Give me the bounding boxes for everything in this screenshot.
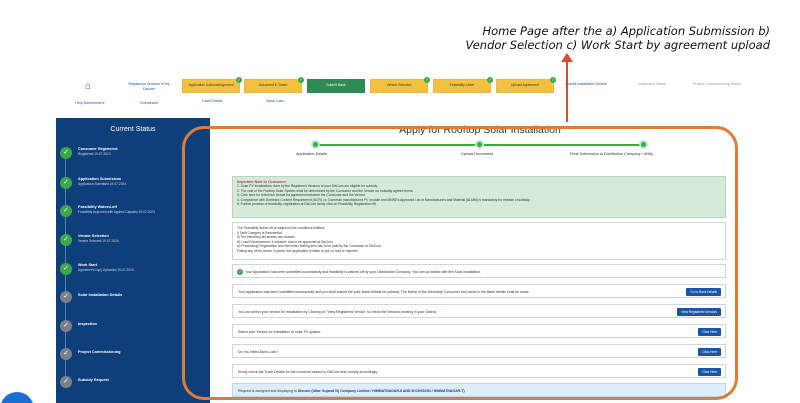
status-date: Registered 19-07-2024 (78, 152, 111, 156)
check-icon: ✓ (237, 77, 241, 82)
status-label: Consumer Registered (78, 147, 118, 151)
track-details-button[interactable]: Click Here (698, 368, 721, 376)
wizard-step-application-details[interactable]: Application Details (296, 152, 328, 156)
status-label: Application Submission (78, 177, 122, 181)
assigned-prefix: Request is assigned and displaying to (238, 389, 297, 393)
step-label: Document E-Token (258, 82, 288, 87)
status-label: Vendor Selection (78, 234, 109, 238)
status-date: Feasibility Approved with Applied Capacity 19-07-2024 (78, 210, 155, 214)
check-icon: ✓ (60, 320, 72, 332)
card-text: Do You Need Bank Loan? (238, 350, 279, 354)
step-label: Vendor Selected (386, 82, 412, 87)
info-line: ii) The electricity bill arrears are cleared. (237, 235, 296, 240)
bank-loan-button[interactable]: Click Here (698, 348, 721, 356)
status-label: Feasibility Waived-off (78, 205, 117, 209)
check-icon: ✓ (60, 205, 72, 217)
step-label: Submit Bank (326, 82, 346, 87)
check-circle-icon: ✓ (238, 269, 242, 274)
step-submit-bank[interactable] (307, 79, 365, 93)
nav-registered-vendors[interactable]: Registered Vendors of My Discom (128, 82, 170, 91)
step-label: Upload Agreement (510, 82, 540, 87)
annotation-highlight-box (182, 126, 738, 400)
annotation-line-2: Vendor Selection c) Work Start by agreement upload (465, 38, 770, 52)
status-date: Application Submitted 19-07-2024 (78, 182, 127, 186)
assigned-discom: Discom (Uttar Gujarat Vij Company Limited / HIMMATNAGAR-II AND M DIVISION / HIMMATNAGAR-T) (297, 389, 465, 393)
status-label: Inspection (78, 322, 97, 326)
sidebar-title: Current Status (110, 126, 156, 133)
note-line[interactable]: 5. Further process of feasibility, registration at DisCom kindly click on Feasibility Registration Kit (237, 202, 377, 206)
status-label: Solar Installation Details (78, 293, 123, 297)
nav-grievances[interactable]: Grievances (139, 101, 159, 105)
annotation-line-1: Home Page after the a) Application Submission b) (482, 24, 770, 38)
check-icon: ✓ (60, 147, 72, 159)
success-text: Your Application has been submitted successfully and feasibility is waived off by your Distribution Company. You can go ahead with the Solar installation. (245, 270, 481, 274)
check-icon: ✓ (60, 376, 72, 388)
check-icon: ✓ (60, 234, 72, 246)
select-vendor-button[interactable]: Click Here (698, 328, 721, 336)
info-line: The Feasibility Waive-off is subject to the conditions fulfilled: (237, 226, 325, 230)
check-icon: ✓ (60, 263, 72, 275)
top-navigation (56, 74, 746, 110)
nav-track-details[interactable]: Track Details (201, 99, 223, 103)
step-feasibility-letter[interactable] (433, 79, 491, 93)
info-line: i) Tariff Category is Residential. (237, 230, 283, 235)
step-label: Feasibility Letter (449, 82, 475, 87)
info-line: Failing any of the above 4 points, this application is liable to put on hold or rejected. (237, 248, 359, 253)
status-date: Agreement Copy Uploaded 19-07-2024 (78, 268, 134, 272)
annotation-caption (450, 24, 770, 52)
check-icon: ✓ (60, 348, 72, 360)
step-vendor-selected[interactable] (370, 79, 428, 93)
card-text: Kindly check the Track Details for the comment raised by DisCom and comply accordingly. (238, 370, 378, 374)
page-title: Apply for Rooftop Solar Installation (399, 124, 561, 136)
status-label: Project Commissioning (78, 350, 121, 354)
check-icon: ✓ (299, 77, 303, 82)
check-icon: ✓ (488, 77, 492, 82)
note-line: 4. Compliance with Domestic Content Requirement (DCR) i.e. Domestic manufactured PV module and MNRE's Approved List of Manufacturers and Material (ALMM) is mandatory for release of subsidy. (237, 197, 531, 202)
nav-help-documents[interactable]: Help Documents ▾ (75, 101, 105, 105)
nav-inspection-status: Inspection Status (638, 82, 666, 86)
status-label: Work Start (78, 263, 98, 267)
nav-project-commissioning: Project Commissioning Status (693, 82, 741, 86)
step-upload-agreement[interactable] (496, 79, 554, 93)
info-line: iii) Load Enhancement, if required, has to be approved at DisCom. (237, 239, 334, 244)
nav-submit-installation[interactable]: Submit Installation Details (565, 82, 607, 86)
step-application-acknowledgement[interactable] (182, 79, 240, 93)
wizard-step-upload-documents[interactable]: Upload Documents (461, 152, 494, 156)
card-text: Select your Vendor for installation of solar PV system. (238, 330, 322, 334)
nav-bank-loan[interactable]: Bank Loan (266, 99, 284, 103)
check-icon: ✓ (551, 77, 555, 82)
note-line: 2. The cost of the Rooftop Solar System shall be determined by the Consumer and the Vendor on mutually agreed terms. (237, 188, 414, 193)
note-line[interactable]: 3. Click here for reference format for agreement between the Consumer and the Vendor. (237, 193, 366, 197)
view-registered-vendors-button[interactable]: View Registered Vendors (677, 308, 721, 316)
note-line: 1. Solar PV installations done by the Registered Vendors of your DisCom are eligible for subsidy. (237, 184, 378, 188)
info-line: iv) Processing/ Registration and Net meter testing fees has to be paid by the Consumer to DisCom. (237, 244, 382, 249)
wizard-step-final-submission[interactable]: Final Submission to Distribution Company / Utility (570, 152, 653, 156)
step-document-etoken[interactable] (244, 79, 302, 93)
status-date: Vendor Selected 19-07-2024 (78, 239, 119, 243)
check-icon: ✓ (60, 291, 72, 303)
step-label: Application Acknowledgement (188, 82, 234, 87)
home-icon[interactable]: ⌂ (85, 81, 92, 92)
chat-bubble-icon[interactable] (0, 392, 34, 403)
check-icon: ✓ (60, 177, 72, 189)
go-to-bank-details-button[interactable]: Go to Bank Details (686, 288, 721, 296)
card-text: You can select your vendor for installation by Clicking on "View Registered Vendor" to check the Vendors working in your District. (238, 310, 438, 314)
note-title: Important Note to Consumer: (237, 180, 287, 184)
status-label: Subsidy Request (78, 378, 109, 382)
check-icon: ✓ (425, 77, 429, 82)
card-text: Your application has been submitted successfully and you shall submit the your Bank Details for subsidy. The Name of the Electricity Consumer and name in the Bank details shall be same. (238, 290, 530, 294)
